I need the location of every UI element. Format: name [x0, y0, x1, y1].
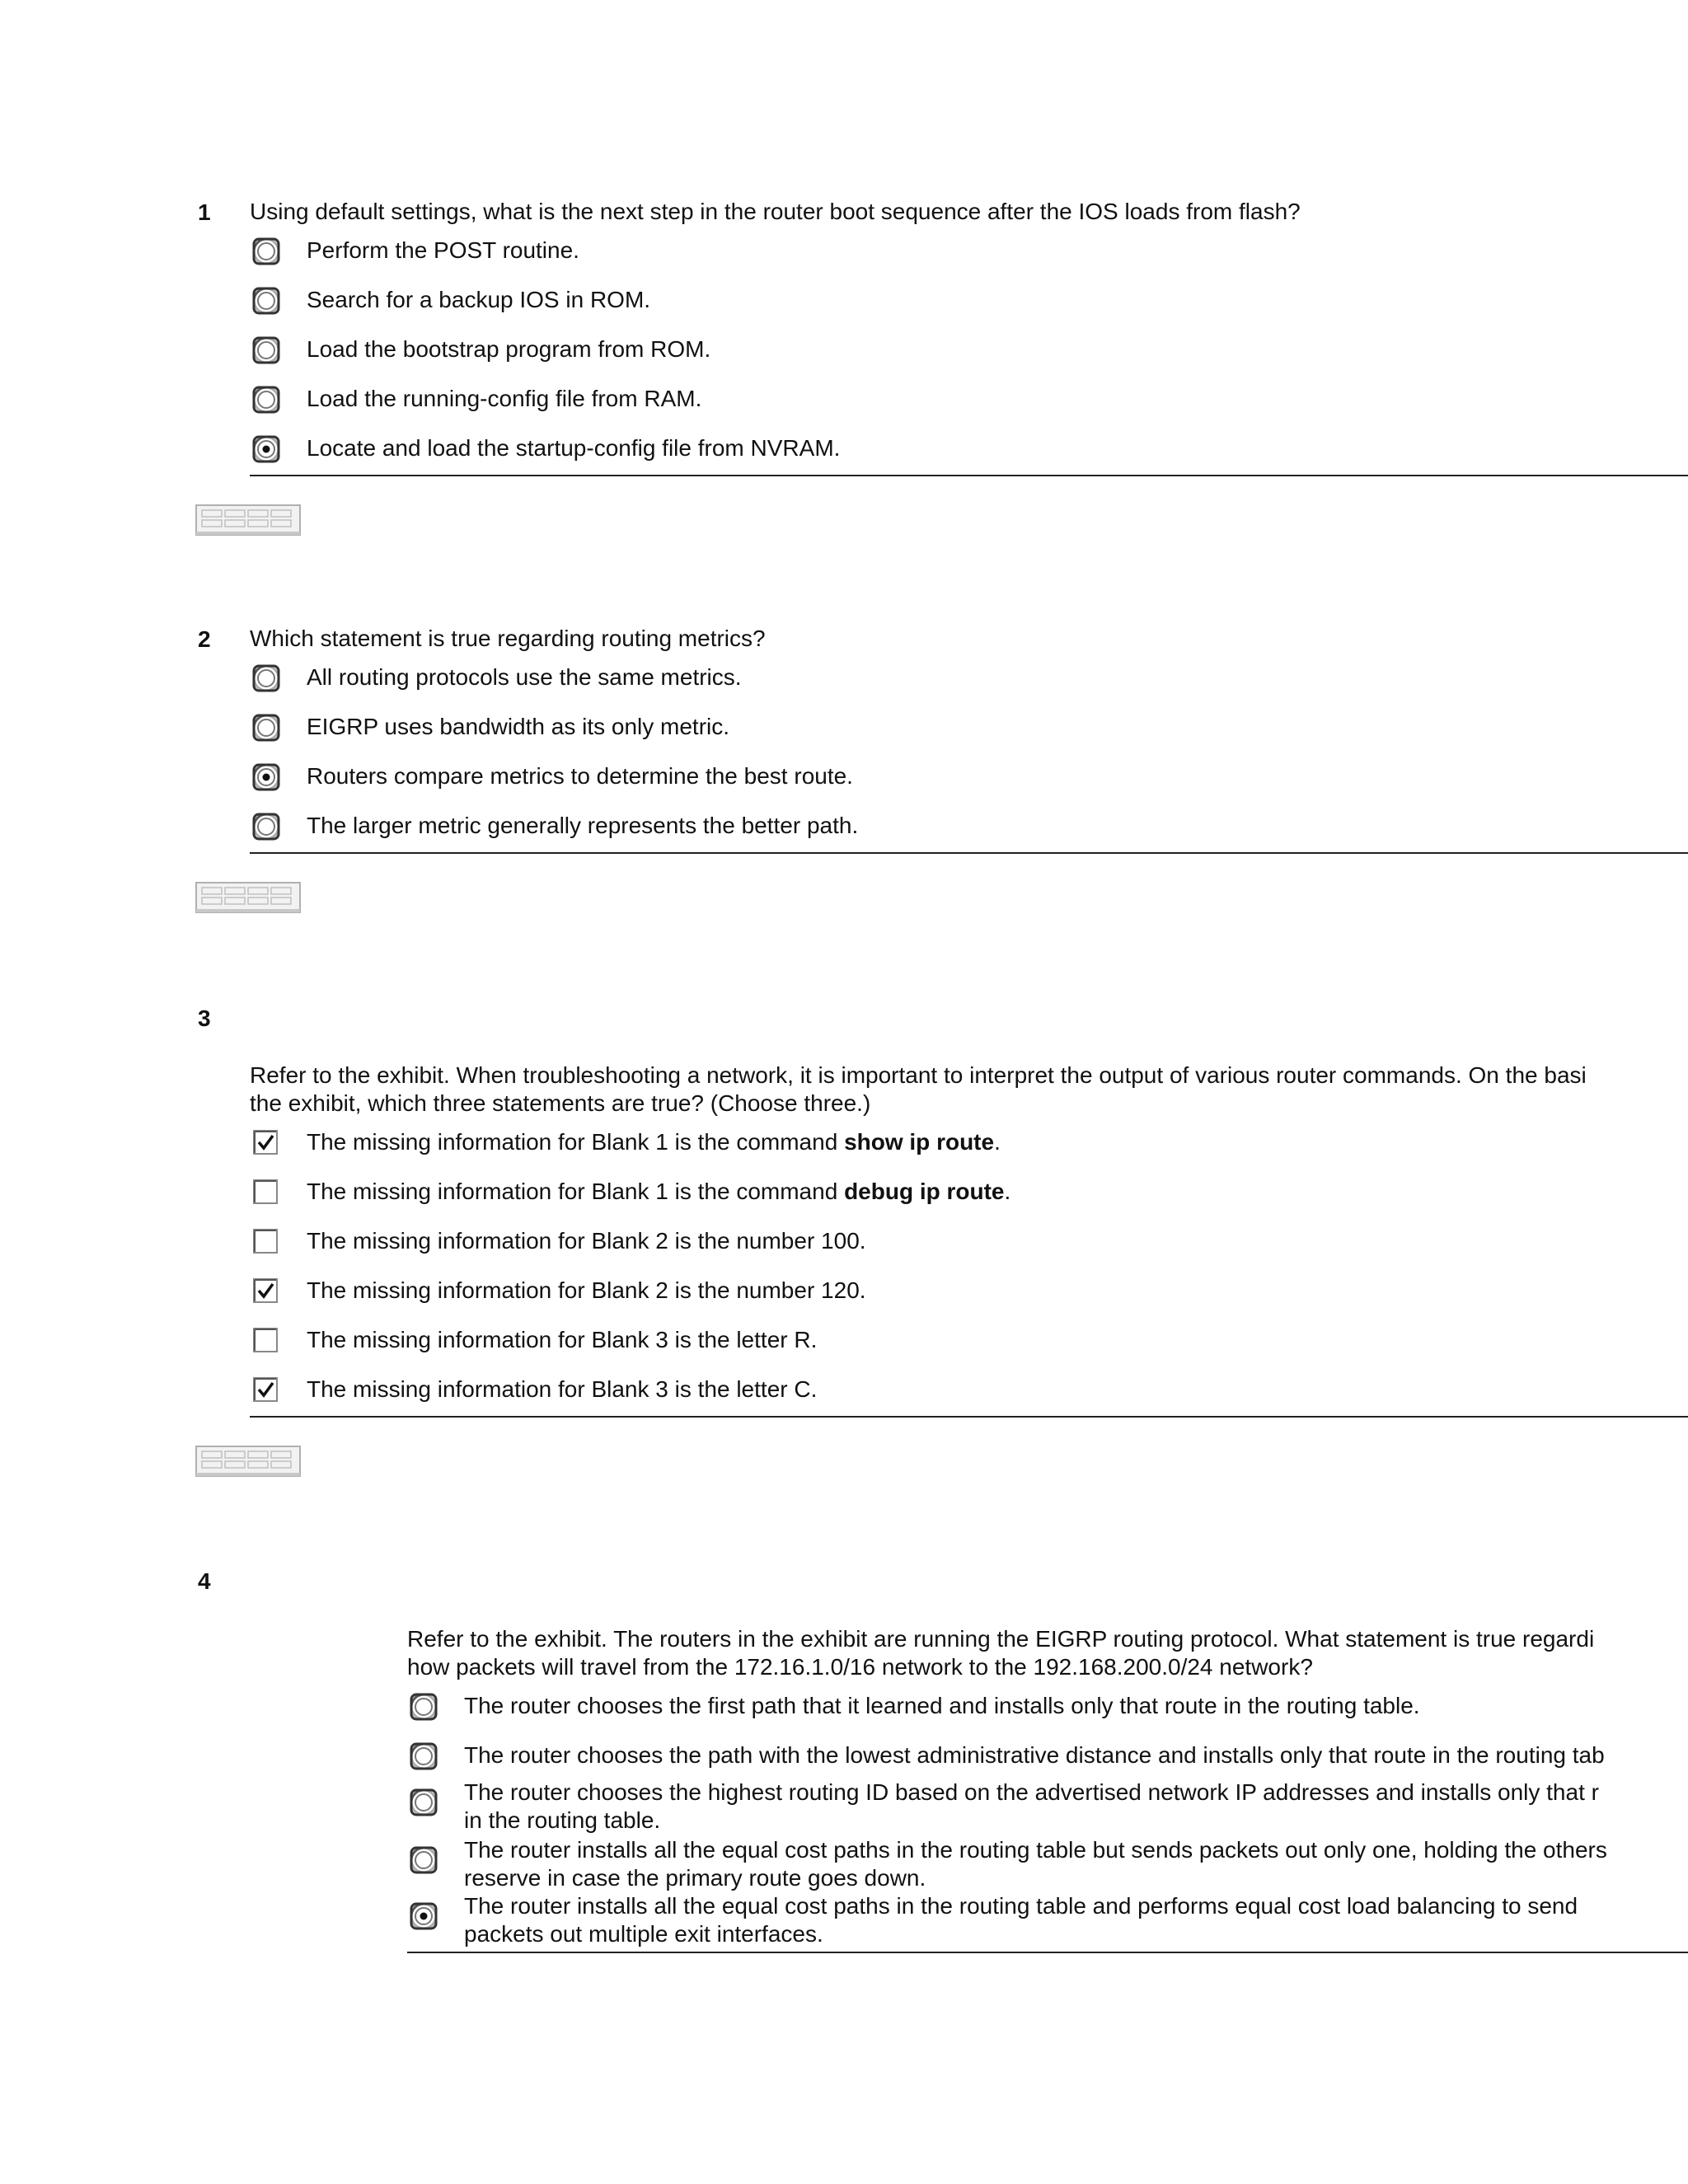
option-label: The larger metric generally represents the better path. — [307, 813, 859, 838]
radio-button[interactable] — [252, 435, 280, 463]
option-label: Load the running-config file from RAM. — [307, 386, 702, 411]
question-stem: Using default settings, what is the next step in the router boot sequence after the IOS loads from flash? — [250, 199, 1301, 224]
navigation-icon[interactable] — [195, 1446, 301, 1477]
question-number: 1 — [198, 199, 211, 225]
option-label: The missing information for Blank 3 is the letter C. — [307, 1376, 818, 1402]
navigation-icon[interactable] — [195, 882, 301, 913]
radio-button[interactable] — [410, 1788, 438, 1816]
checkbox[interactable] — [252, 1228, 280, 1256]
radio-button[interactable] — [410, 1742, 438, 1770]
option-label: The router chooses the first path that it learned and installs only that route in the routing table. — [464, 1693, 1420, 1718]
question-stem-line-2: the exhibit, which three statements are true? (Choose three.) — [250, 1090, 871, 1116]
question-divider — [250, 852, 1688, 854]
question-stem-line-1: Refer to the exhibit. The routers in the exhibit are running the EIGRP routing protocol. What statement is true regardi — [407, 1626, 1595, 1652]
checkbox[interactable] — [252, 1277, 280, 1305]
option-label: The missing information for Blank 1 is the command show ip route. — [307, 1129, 1001, 1155]
option-label: All routing protocols use the same metrics. — [307, 664, 742, 690]
radio-button[interactable] — [410, 1902, 438, 1930]
question-divider — [407, 1952, 1688, 1953]
question-stem: Which statement is true regarding routing metrics? — [250, 626, 766, 651]
option-label: The missing information for Blank 2 is the number 100. — [307, 1228, 866, 1254]
option-label: Search for a backup IOS in ROM. — [307, 287, 651, 312]
option-label: Perform the POST routine. — [307, 237, 579, 263]
option-label: The missing information for Blank 1 is the command debug ip route. — [307, 1179, 1011, 1204]
option-label: Routers compare metrics to determine the best route. — [307, 763, 853, 789]
checkbox[interactable] — [252, 1376, 280, 1404]
question-number: 3 — [198, 1005, 211, 1031]
option-label: The router chooses the path with the lowest administrative distance and installs only that route in the routing tab — [464, 1742, 1605, 1768]
option-label: The router chooses the highest routing ID based on the advertised network IP addresses and installs only that r in the routing table. — [464, 1779, 1599, 1833]
option-label: The router installs all the equal cost paths in the routing table and performs equal cost load balancing to send packets out multiple exit interfaces. — [464, 1893, 1578, 1947]
checkbox[interactable] — [252, 1327, 280, 1355]
checkbox[interactable] — [252, 1129, 280, 1157]
radio-button[interactable] — [410, 1693, 438, 1721]
question-stem-line-1: Refer to the exhibit. When troubleshooting a network, it is important to interpret the output of various router commands. On the basi — [250, 1062, 1587, 1088]
navigation-icon[interactable] — [195, 504, 301, 536]
radio-button[interactable] — [252, 763, 280, 791]
radio-button[interactable] — [252, 336, 280, 364]
radio-button[interactable] — [252, 714, 280, 742]
radio-button[interactable] — [410, 1846, 438, 1874]
radio-button[interactable] — [252, 813, 280, 841]
checkbox[interactable] — [252, 1179, 280, 1207]
radio-button[interactable] — [252, 287, 280, 315]
question-divider — [250, 1416, 1688, 1418]
option-label: Load the bootstrap program from ROM. — [307, 336, 711, 362]
option-label: The router installs all the equal cost paths in the routing table but sends packets out only one, holding the others reserve in case the primary route goes down. — [464, 1837, 1607, 1891]
radio-button[interactable] — [252, 664, 280, 692]
radio-button[interactable] — [252, 386, 280, 414]
question-divider — [250, 475, 1688, 476]
option-label: The missing information for Blank 2 is the number 120. — [307, 1277, 866, 1303]
option-label: The missing information for Blank 3 is the letter R. — [307, 1327, 818, 1352]
radio-button[interactable] — [252, 237, 280, 265]
question-stem-line-2: how packets will travel from the 172.16.1.0/16 network to the 192.168.200.0/24 network? — [407, 1654, 1313, 1680]
option-label: EIGRP uses bandwidth as its only metric. — [307, 714, 730, 739]
question-number: 4 — [198, 1568, 211, 1594]
question-number: 2 — [198, 626, 211, 652]
option-label: Locate and load the startup-config file from NVRAM. — [307, 435, 841, 461]
